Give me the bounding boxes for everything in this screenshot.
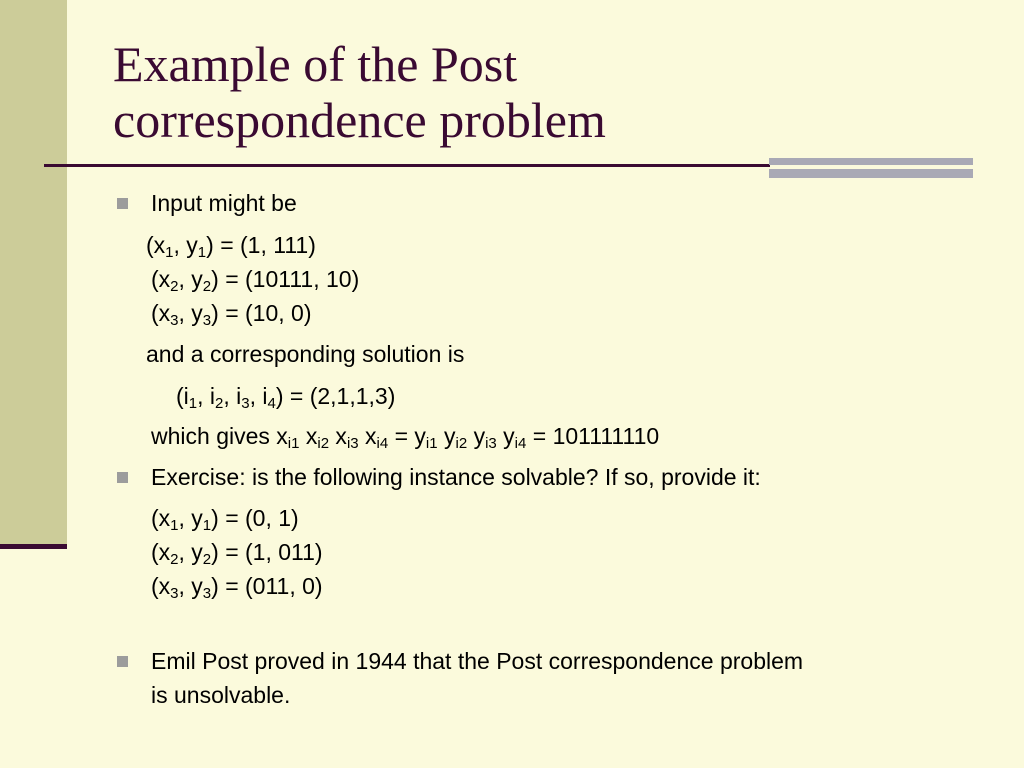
bullet-1-pair-1: ($x_1$, $y_1) = (1$, 111) <box>146 232 316 261</box>
solution-intro: and a corresponding solution is <box>146 341 465 367</box>
bullet-2-pair-1: ($x_1$, $y_1) = (0$, 1) <box>151 505 299 534</box>
slide-title <box>113 36 606 148</box>
left-decor-bar <box>0 0 67 548</box>
left-decor-rule <box>0 544 67 549</box>
bullet-marker-2 <box>117 472 128 483</box>
title-underline <box>44 164 770 167</box>
solution-tuple: ($i_1$, $i_2$, $i_3$, $i_4) = (2,1,1,3)$ <box>176 383 396 412</box>
bullet-1-pair-3: ($x_3$, $y_3) = (10$, 0) <box>151 300 312 329</box>
bullet-3-line-1: Emil Post proved in 1944 that the Post correspondence problem <box>151 648 804 674</box>
bullet-marker-3 <box>117 656 128 667</box>
slide-title-line2: correspondence problem <box>113 92 606 148</box>
bullet-1-pair-2: ($x_2$, $y_2) = (10111$, 10) <box>151 266 360 295</box>
bullet-1-text: Input might be <box>151 190 297 216</box>
bullet-2-pair-2: ($x_2$, $y_2) = (1$, 011) <box>151 539 323 568</box>
bullet-2-text: Exercise: is the following instance solvable? If so, provide it: <box>151 464 761 490</box>
slide-title-line1: Example of the Post <box>113 36 518 92</box>
solution-result: which gives $x_{i1}$ $x_{i2}$ $x_{i3}$ $x_{i4} = y_{i1}$ $y_{i2}$ $y_{i3}$ $y_{i4} = 101111110$ <box>151 423 660 452</box>
bullet-marker-1 <box>117 198 128 209</box>
accent-bar-bottom <box>769 169 973 178</box>
bullet-3-line-2: is unsolvable. <box>151 682 291 708</box>
bullet-2-pair-3: ($x_3$, $y_3) = (011$, 0) <box>151 573 323 602</box>
accent-bar-top <box>769 158 973 165</box>
